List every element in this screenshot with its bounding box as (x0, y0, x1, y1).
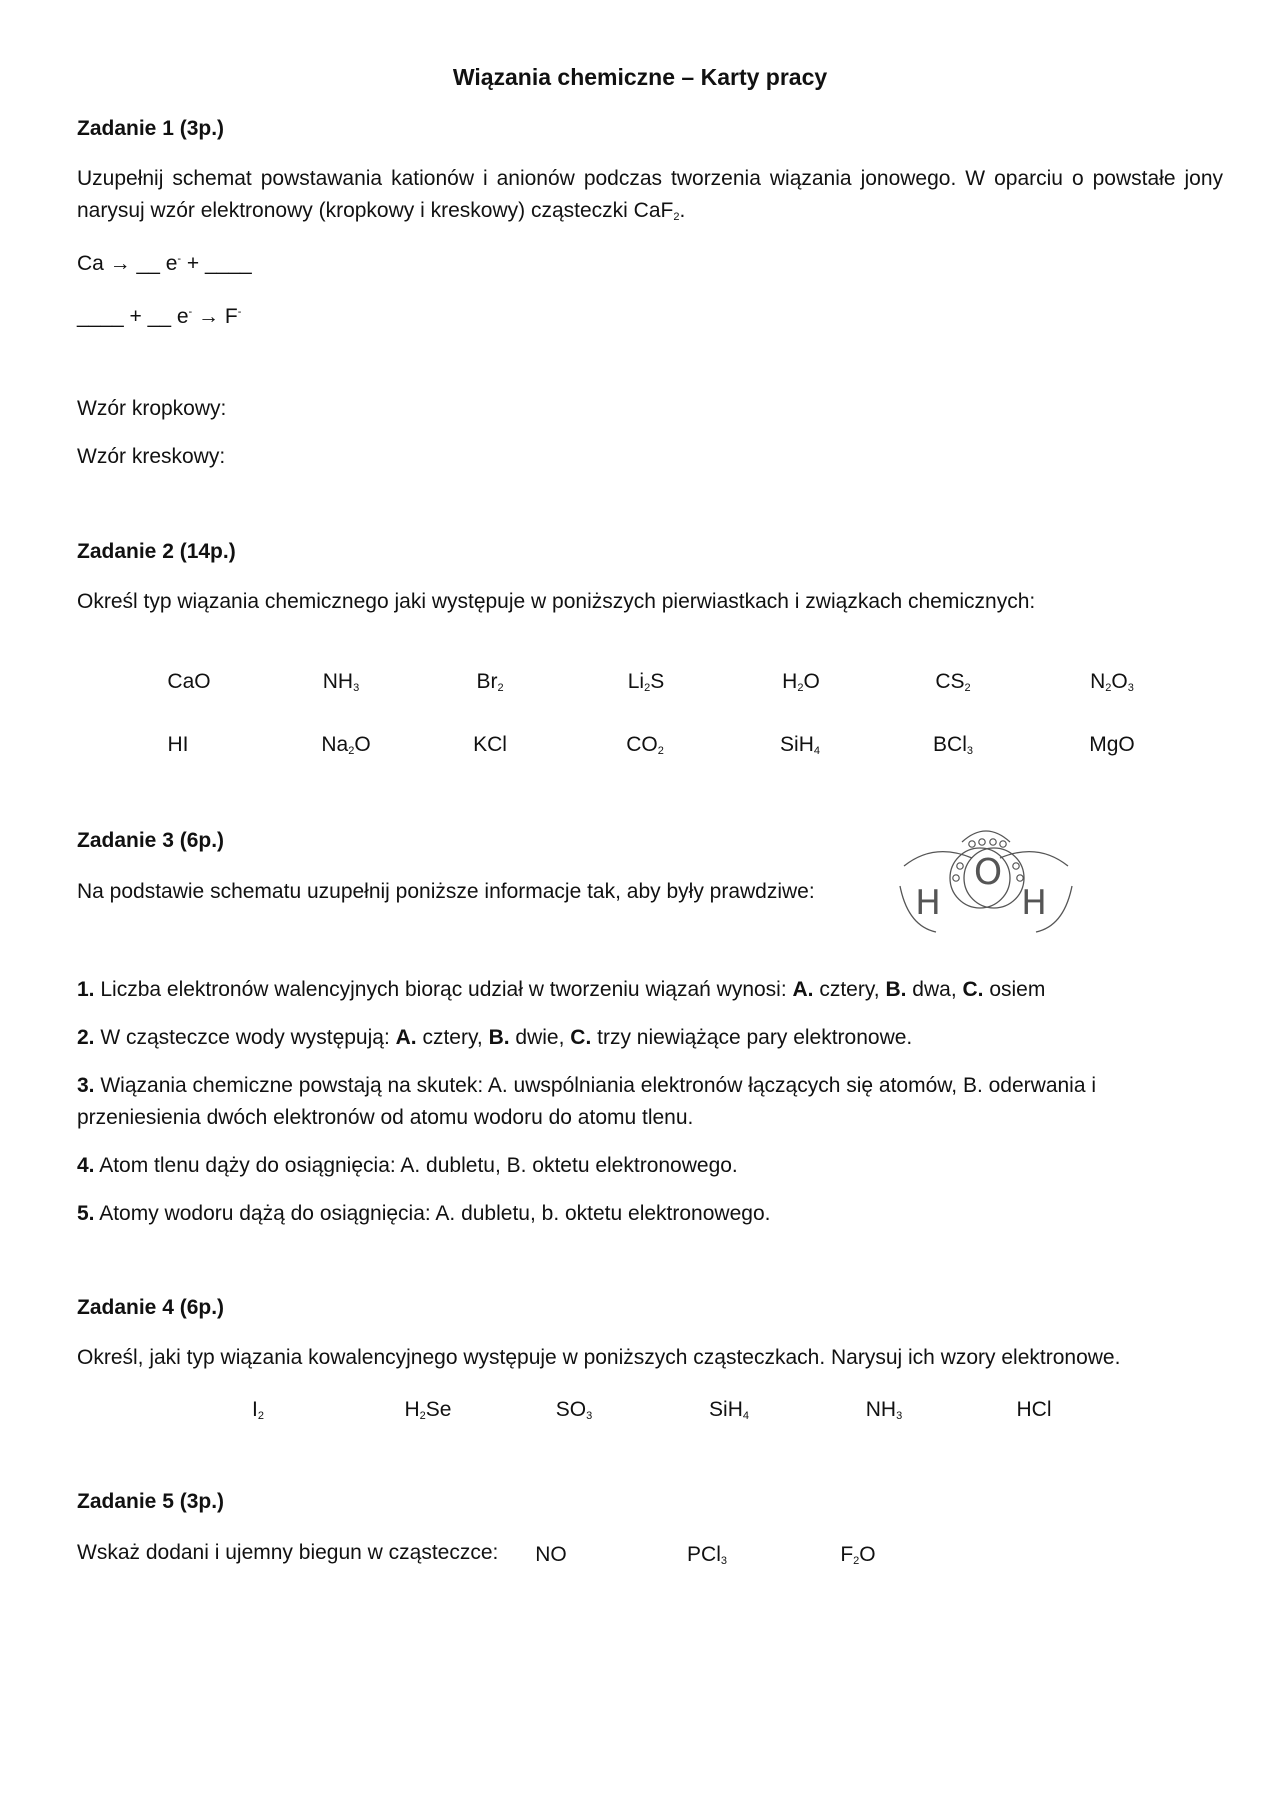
task-2-row-2-formula: MgO (1089, 733, 1135, 756)
task-1-instruction: Uzupełnij schemat powstawania kationów i anionów podczas tworzenia wiązania jonowego. W oparciu o powstałe jony narysuj wzór elektronowy (kropkowy i kreskowy) cząsteczki CaF$_2$. (77, 167, 1223, 223)
task-2-row-1-formula: $N_2O_3$ (1090, 670, 1134, 694)
task-2-instruction: Określ typ wiązania chemicznego jaki występuje w poniższych pierwiastkach i związkach chemicznych: (77, 590, 1036, 613)
task-2-row-1-formula: CaO (167, 670, 211, 693)
task-5-formula: NO (535, 1543, 567, 1566)
task-2-row-2-formula: BCl$_3$ (933, 733, 973, 757)
task-2-row-2-formula: HI (167, 733, 189, 756)
hydrogen-symbol-right: H (1021, 883, 1047, 923)
task-2-row-2-formula: $CO_2$ (626, 733, 664, 757)
task-5-formula: PCl$_3$ (687, 1543, 727, 1567)
equation-cation: Ca → __ e- + ____ (77, 252, 252, 275)
electron-dot (1013, 863, 1019, 869)
page-title: Wiązania chemiczne – Karty pracy (452, 64, 828, 90)
dot-formula-label: Wzór kropkowy: (77, 397, 227, 420)
task-5-instruction: Wskaż dodani i ujemny biegun w cząsteczce: (77, 1541, 499, 1564)
task-3-heading: Zadanie 3 (6p.) (77, 829, 225, 852)
task-2-row-2-formula: KCl (473, 733, 507, 756)
task-2-row-1-formula: $Li_2S$ (627, 670, 665, 694)
hydrogen-symbol-left: H (915, 883, 941, 923)
task-4-formula: SiH$_4$ (709, 1398, 749, 1422)
task-3-item-4: 4. Atom tlenu dąży do osiągnięcia: A. dubletu, B. oktetu elektronowego. (77, 1154, 738, 1177)
electron-dot (979, 839, 985, 845)
task-4-formula: $H_2Se$ (404, 1398, 452, 1422)
task-2-row-1-formula: $CS_2$ (935, 670, 971, 694)
task-5-formula: $F_2O$ (840, 1543, 876, 1567)
task-4-formula: $NH_3$ (865, 1398, 903, 1422)
task-3-item-3: 3. Wiązania chemiczne powstają na skutek: A. uwspólniania elektronów łączących się atomów, B. oderwania i przeniesienia dwóch elektronów od atomu wodoru do atomu tlenu. (77, 1074, 1097, 1129)
task-2-row-1-formula: $H_2O$ (782, 670, 820, 694)
task-4-heading: Zadanie 4 (6p.) (77, 1296, 225, 1319)
electron-dot (1017, 875, 1023, 881)
task-2-row-1-formula: $Br_2$ (476, 670, 504, 694)
electron-dot (957, 863, 963, 869)
electron-dot (969, 841, 975, 847)
task-3-item-1: 1. Liczba elektronów walencyjnych biorąc udział w tworzeniu wiązań wynosi: A. cztery, B. dwa, C. osiem (77, 978, 1046, 1001)
task-4-formula: HCl (1016, 1398, 1052, 1421)
oxygen-symbol: O (973, 852, 1003, 893)
task-3-item-2: 2. W cząsteczce wody występują: A. cztery, B. dwie, C. trzy niewiążące pary elektronowe. (77, 1026, 913, 1049)
task-2-row-2-formula: $Na_2O$ (321, 733, 371, 757)
task-2-row-1-formula: $NH_3$ (322, 670, 360, 694)
electron-dot (990, 839, 996, 845)
water-molecule-diagram (898, 822, 1074, 934)
task-4-formula: $I_2$ (252, 1398, 264, 1422)
task-3-item-5: 5. Atomy wodoru dążą do osiągnięcia: A. dubletu, b. oktetu elektronowego. (77, 1202, 771, 1225)
task-5-heading: Zadanie 5 (3p.) (77, 1490, 225, 1513)
task-2-heading: Zadanie 2 (14p.) (77, 540, 236, 563)
dash-formula-label: Wzór kreskowy: (77, 445, 226, 468)
task-4-instruction: Określ, jaki typ wiązania kowalencyjnego występuje w poniższych cząsteczkach. Narysuj ich wzory elektronowe. (77, 1346, 1121, 1369)
task-2-row-2-formula: SiH$_4$ (780, 733, 820, 757)
task-3-instruction: Na podstawie schematu uzupełnij poniższe informacje tak, aby były prawdziwe: (77, 880, 815, 903)
electron-dot (953, 875, 959, 881)
electron-dot (1000, 841, 1006, 847)
equation-anion: ____ + __ e- → F- (77, 305, 242, 328)
task-4-formula: $SO_3$ (555, 1398, 593, 1422)
task-1-heading: Zadanie 1 (3p.) (77, 117, 225, 140)
orbital-arc-right (1000, 852, 1068, 866)
